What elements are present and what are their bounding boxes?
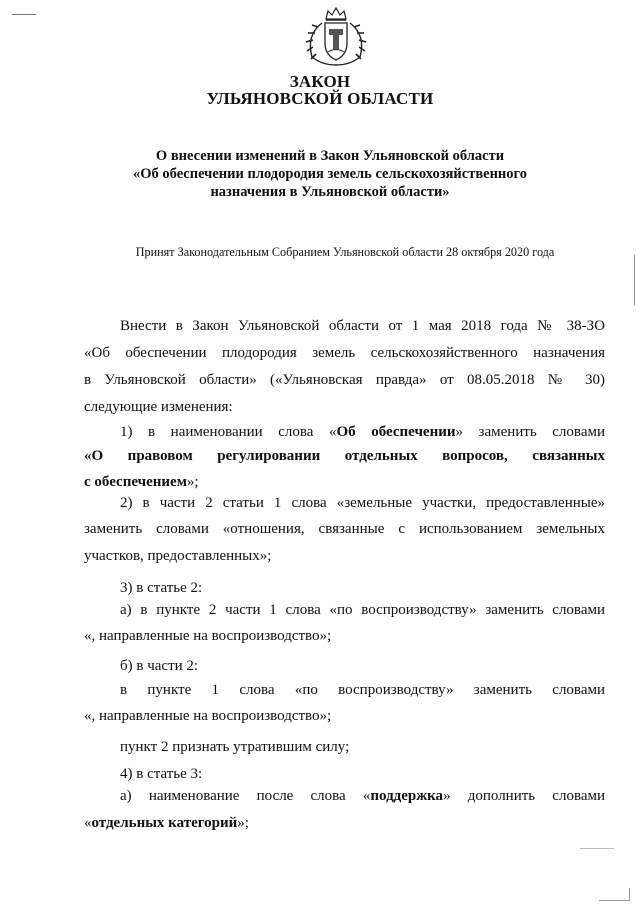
coat-of-arms-icon	[298, 5, 374, 67]
item4-heading: 4) в статье 3:	[120, 766, 203, 782]
item3b-heading: б) в части 2:	[120, 658, 199, 674]
item3a-line2: «, направленные на воспроизводство»;	[84, 628, 332, 644]
item3-heading: 3) в статье 2:	[120, 580, 203, 596]
scan-artifact-corner	[599, 888, 630, 901]
law-title-line2: УЛЬЯНОВСКОЙ ОБЛАСТИ	[206, 89, 434, 108]
law-title-line1: ЗАКОН	[289, 72, 351, 91]
intro-line4: следующие изменения:	[84, 399, 233, 415]
adoption-note: Принят Законодательным Собранием Ульяновской области 28 октября 2020 года	[135, 245, 555, 259]
item2-line3: участков, предоставленных»;	[84, 548, 272, 564]
item1-line3: с обеспечением»;	[84, 474, 199, 490]
item4a-line1: а) наименование после слова «поддержка» дополнить словами	[120, 788, 606, 804]
item2-line2: заменить словами «отношения, связанные с использованием земельных	[84, 521, 605, 537]
item1-line2: «О правовом регулировании отдельных вопросов, связанных	[84, 448, 605, 464]
item1-line1: 1) в наименовании слова «Об обеспечении» заменить словами	[120, 424, 605, 440]
subject-line2: «Об обеспечении плодородия земель сельскохозяйственного	[132, 166, 528, 182]
subject-line1: О внесении изменений в Закон Ульяновской области	[155, 148, 505, 164]
intro-line2: «Об обеспечении плодородия земель сельскохозяйственного назначения	[84, 345, 605, 361]
item2-line1: 2) в части 2 статьи 1 слова «земельные участки, предоставленные»	[120, 495, 605, 511]
law-subject	[60, 147, 600, 201]
item3b1-line1: в пункте 1 слова «по воспроизводству» заменить словами	[120, 682, 605, 698]
scan-artifact-right-edge	[634, 255, 635, 305]
subject-line3: назначения в Ульяновской области»	[210, 184, 450, 200]
intro-line3: в Ульяновской области» («Ульяновская правда» от 08.05.2018 № 30)	[84, 372, 605, 388]
scan-artifact-top-line	[12, 14, 36, 15]
item3a-line1: а) в пункте 2 части 1 слова «по воспроизводству» заменить словами	[120, 602, 605, 618]
item3b1-line2: «, направленные на воспроизводство»;	[84, 708, 332, 724]
item3b2-line: пункт 2 признать утратившим силу;	[120, 739, 350, 755]
intro-line1: Внести в Закон Ульяновской области от 1 мая 2018 года № 38-ЗО	[120, 318, 605, 334]
scan-artifact-tick	[580, 848, 614, 849]
item4a-line2: «отдельных категорий»;	[84, 815, 249, 831]
